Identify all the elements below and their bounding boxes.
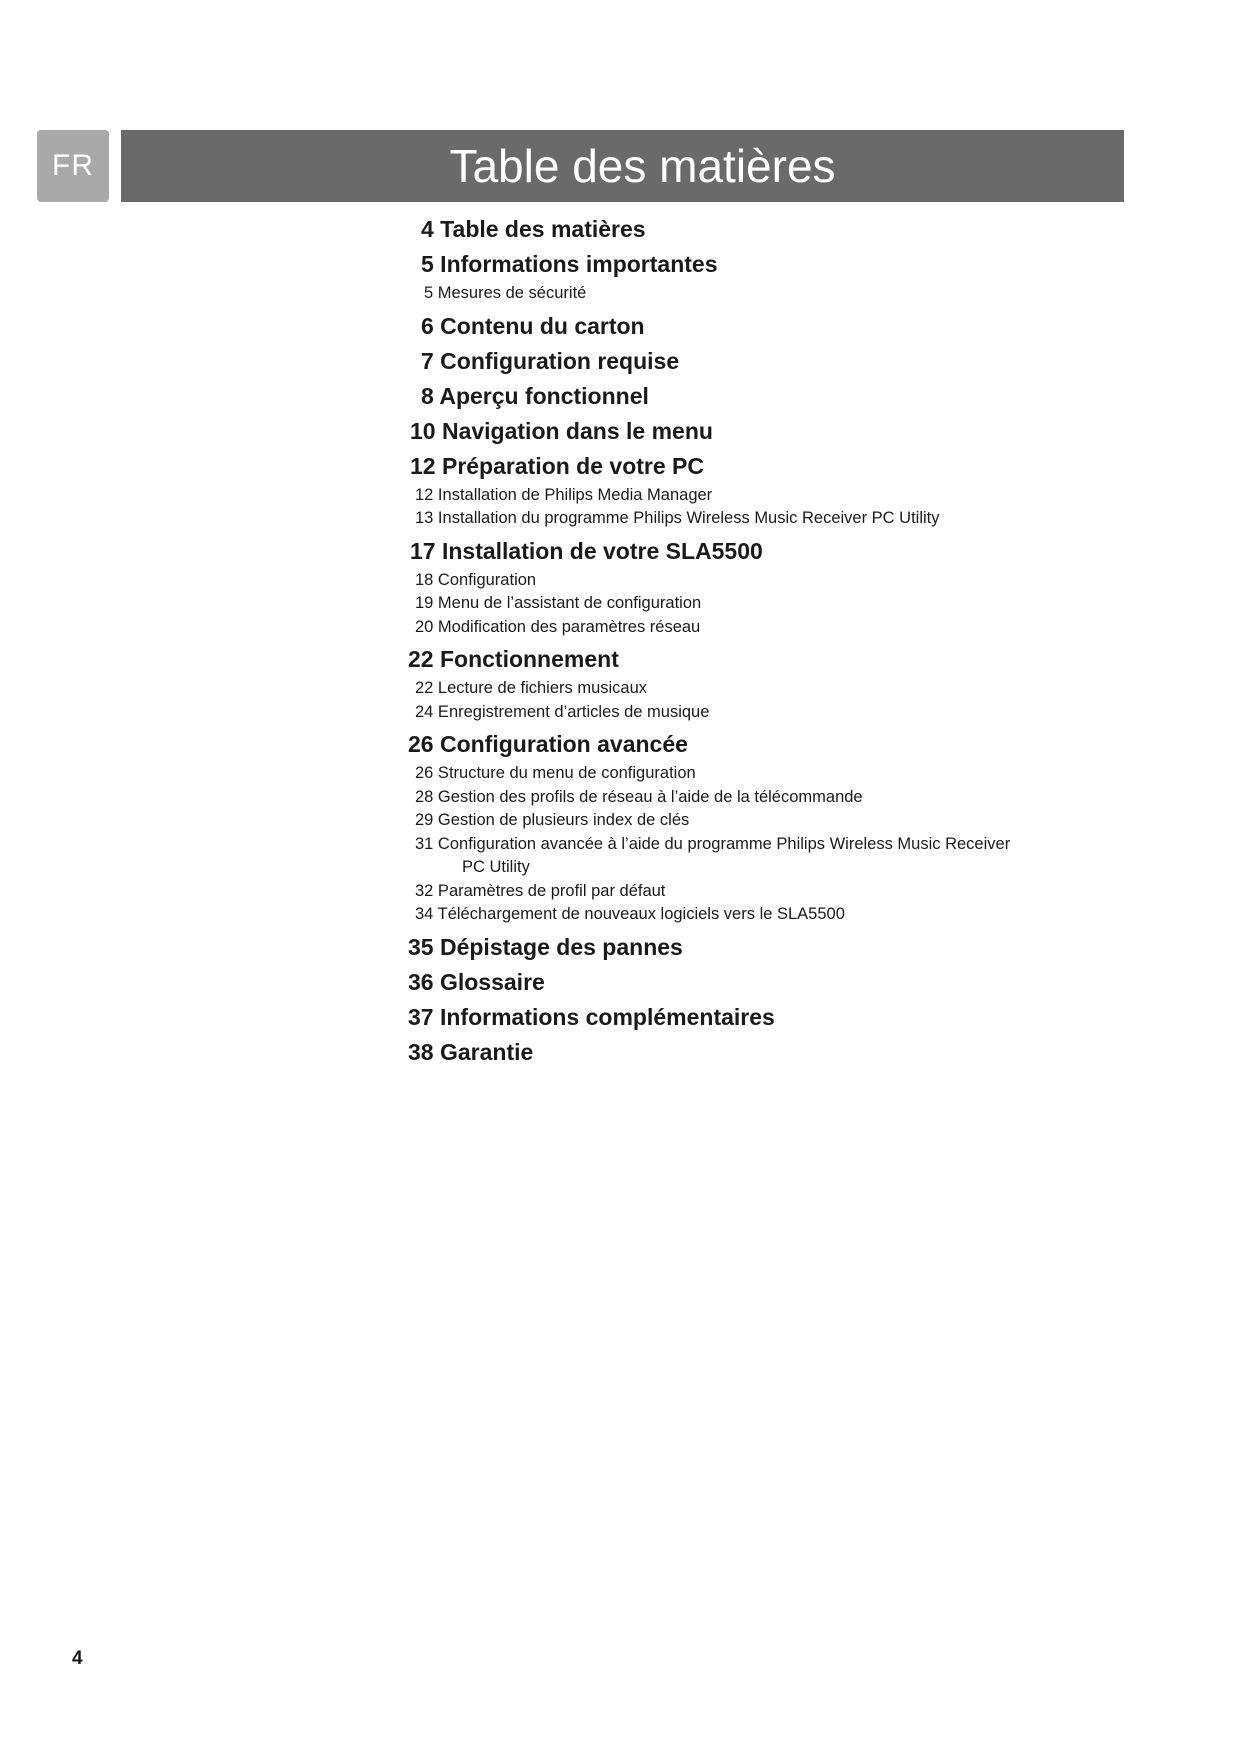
toc-subentry[interactable]: 24 Enregistrement d’articles de musique bbox=[415, 702, 710, 721]
toc-subentry[interactable]: 31 Configuration avancée à l’aide du programme Philips Wireless Music Receiver bbox=[415, 834, 1011, 853]
toc-subentry[interactable]: 32 Paramètres de profil par défaut bbox=[415, 881, 666, 900]
toc-heading[interactable]: 35 Dépistage des pannes bbox=[408, 933, 683, 960]
toc-heading[interactable]: 7 Configuration requise bbox=[421, 347, 680, 374]
toc-subentry[interactable]: 12 Installation de Philips Media Manager bbox=[415, 485, 713, 504]
toc-heading[interactable]: 26 Configuration avancée bbox=[408, 731, 688, 757]
toc-subentry[interactable]: 34 Téléchargement de nouveaux logiciels vers le SLA5500 bbox=[415, 905, 845, 923]
toc-heading[interactable]: 17 Installation de votre SLA5500 bbox=[410, 537, 763, 564]
toc-heading[interactable]: 8 Aperçu fonctionnel bbox=[421, 382, 649, 409]
toc-heading[interactable]: 10 Navigation dans le menu bbox=[410, 417, 713, 444]
toc-subentry[interactable]: 22 Lecture de fichiers musicaux bbox=[415, 679, 648, 697]
page-number: 4 bbox=[72, 1648, 83, 1669]
toc-heading[interactable]: 4 Table des matières bbox=[421, 216, 646, 242]
toc-subentry[interactable]: 20 Modification des paramètres réseau bbox=[415, 617, 701, 636]
language-tab: FR bbox=[37, 130, 109, 202]
toc-subentry[interactable]: 26 Structure du menu de configuration bbox=[415, 764, 696, 782]
toc-subentry[interactable]: 5 Mesures de sécurité bbox=[424, 284, 587, 302]
toc-heading[interactable]: 6 Contenu du carton bbox=[421, 312, 645, 339]
toc-subentry[interactable]: 28 Gestion des profils de réseau à l’aide de la télécommande bbox=[415, 787, 863, 806]
toc-heading[interactable]: 37 Informations complémentaires bbox=[408, 1003, 775, 1030]
table-of-contents bbox=[400, 212, 1080, 1070]
page-title: Table des matières bbox=[449, 140, 836, 192]
toc-heading[interactable]: 5 Informations importantes bbox=[421, 251, 718, 277]
toc-heading[interactable]: 12 Préparation de votre PC bbox=[410, 452, 704, 479]
title-bar bbox=[121, 130, 1124, 202]
toc-subentry[interactable]: 13 Installation du programme Philips Wireless Music Receiver PC Utility bbox=[415, 509, 940, 527]
toc-heading[interactable]: 22 Fonctionnement bbox=[408, 646, 619, 672]
toc-heading[interactable]: 38 Garantie bbox=[408, 1038, 534, 1065]
toc-subentry[interactable]: 19 Menu de l’assistant de configuration bbox=[415, 594, 702, 612]
toc-subentry[interactable]: 29 Gestion de plusieurs index de clés bbox=[415, 811, 690, 829]
toc-heading[interactable]: 36 Glossaire bbox=[408, 968, 545, 995]
toc-subentry-continuation: PC Utility bbox=[462, 858, 530, 876]
toc-subentry[interactable]: 18 Configuration bbox=[415, 570, 537, 589]
